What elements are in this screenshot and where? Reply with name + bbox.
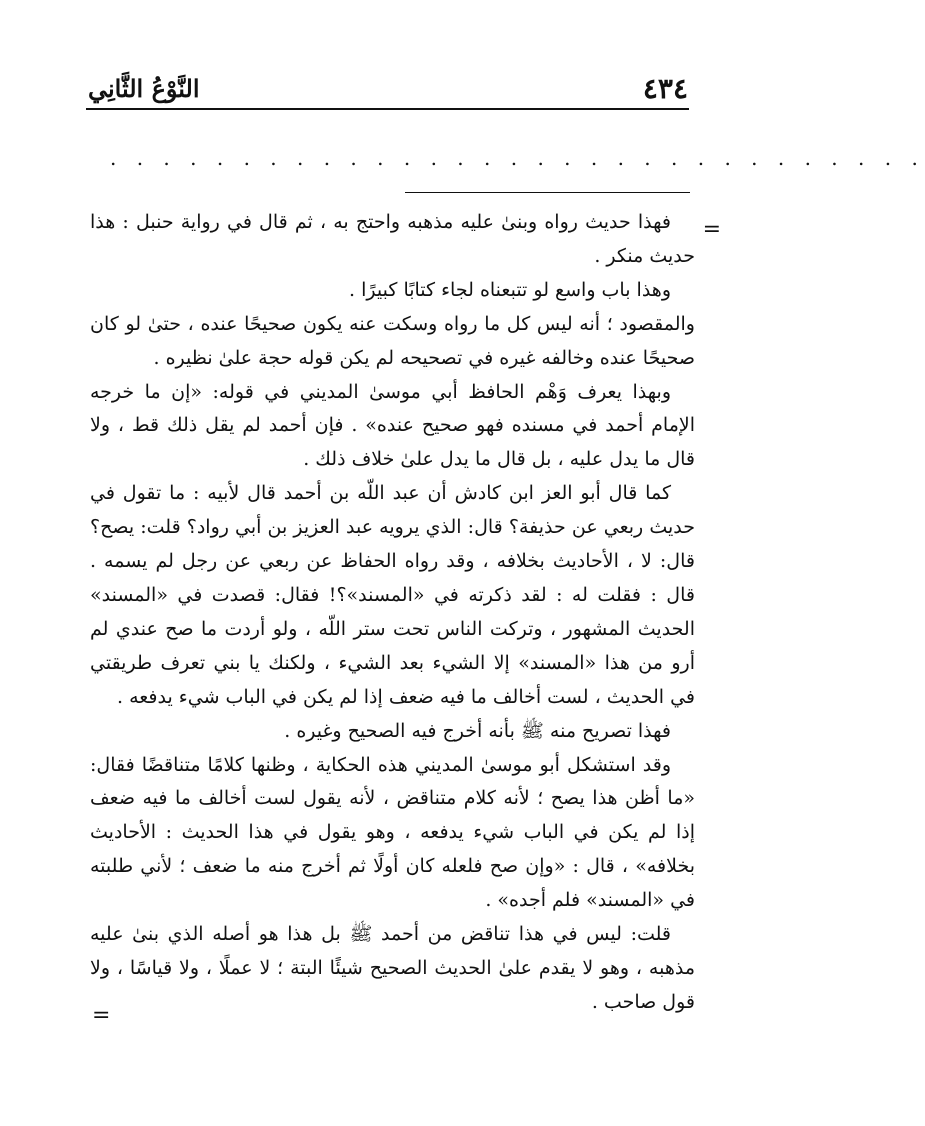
page-number: ٤٣٤ <box>642 72 688 105</box>
paragraph: وبهذا يعرف وَهْم الحافظ أبي موسىٰ المديني في قوله: «إن ما خرجه الإمام أحمد في مسنده فهو صحيح عنده» . فإن أحمد لم يقل ذلك قط ، ولا قال ما يدل عليه ، بل قال ما يدل علىٰ خلاف ذلك . <box>90 380 695 471</box>
continuation-mark-bottom: = <box>92 1003 111 1028</box>
header-rule <box>86 108 689 110</box>
paragraph: فهذا حديث رواه وبنىٰ عليه مذهبه واحتج به ، ثم قال في رواية حنبل : هذا حديث منكر . <box>90 211 695 267</box>
ellipsis-dots: . . . . . . . . . . . . . . . . . . . . . . . . . . . . . . . <box>110 146 925 170</box>
paragraph: كما قال أبو العز ابن كادش أن عبد اللّه بن أحمد قال لأبيه : ما تقول في حديث ربعي عن حذيفة؟ قال: الذي يرويه عبد العزيز بن أبي رواد؟ قلت: يصح؟ قال: لا ، الأحاديث بخلافه ، وقد رواه الحفاظ عن ربعي عن رجل لم يسمه . قال : فقلت له : لقد ذكرته في «المسند»؟! فقال: قصدت في «المسند» الحديث المشهور ، وتركت الناس تحت ستر اللّه ، ولو أردت ما صح عندي لم أرو من هذا «المسند» إلا الشيء بعد الشيء ، ولكنك يا بني تعرف طريقتي في الحديث ، لست أخالف ما فيه ضعف إذا لم يكن في الباب شيء يدفعه . <box>90 482 695 708</box>
paragraph: وهذا باب واسع لو تتبعناه لجاء كتابًا كبيرًا . <box>349 278 671 301</box>
paragraph: والمقصود ؛ أنه ليس كل ما رواه وسكت عنه يكون صحيحًا عنده ، حتىٰ لو كان صحيحًا عنده وخالفه غيره في تصحيحه لم يكن قوله حجة علىٰ نظيره . <box>90 312 695 369</box>
footnote-text <box>90 206 695 1020</box>
page-header <box>88 72 688 106</box>
footnote-separator <box>405 192 690 193</box>
paragraph: فهذا تصريح منه ﷺ بأنه أخرج فيه الصحيح وغيره . <box>284 719 671 742</box>
running-title: النَّوْعُ الثَّانِي <box>88 74 200 103</box>
continuation-mark-top: = <box>702 217 721 242</box>
paragraph: وقد استشكل أبو موسىٰ المديني هذه الحكاية ، وظنها كلامًا متناقضًا فقال: «ما أظن هذا يصح ؛ لأنه كلام متناقض ، لأنه يقول لست أخالف ما فيه ضعف إذا لم يكن في الباب شيء يدفعه ، وهو يقول في هذا الحديث : الأحاديث بخلافه» ، قال : «وإن صح فلعله كان أولًا ثم أخرج منه ما ضعف ؛ لأني طلبته في «المسند» فلم أجده» . <box>90 753 695 912</box>
paragraph: قلت: ليس في هذا تناقض من أحمد ﷺ بل هذا هو أصله الذي بنىٰ عليه مذهبه ، وهو لا يقدم علىٰ الحديث الصحيح شيئًا البتة ؛ لا عملًا ، ولا قياسًا ، ولا قول صاحب . <box>90 923 695 1013</box>
